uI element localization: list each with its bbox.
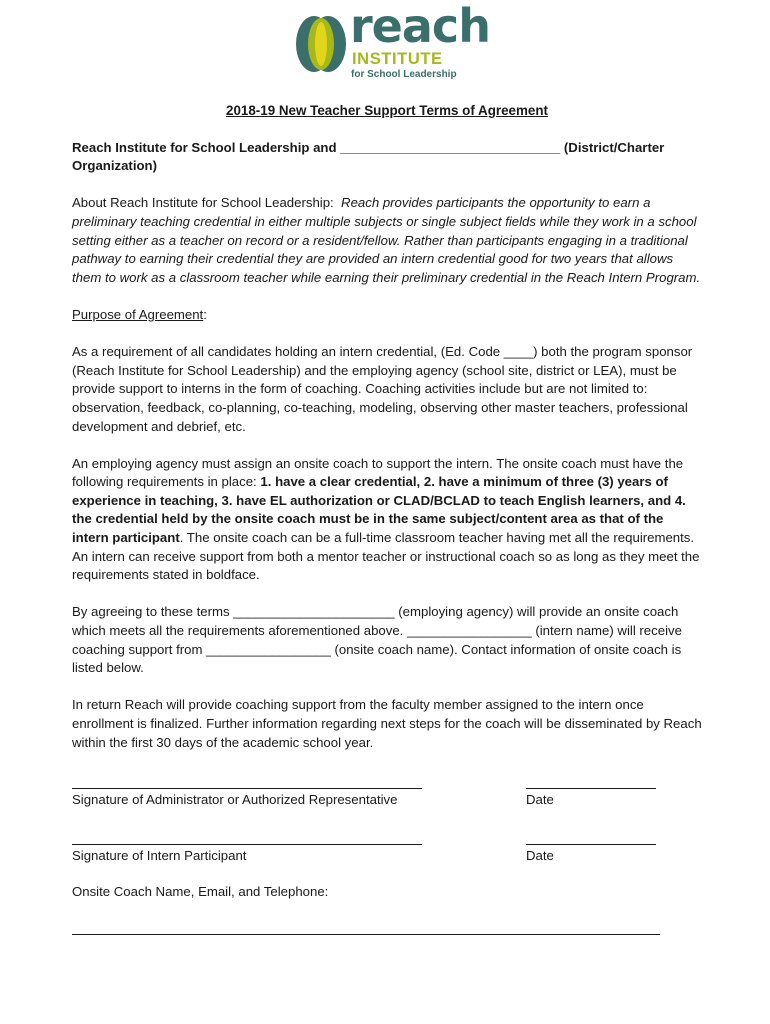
purpose-colon: : bbox=[203, 306, 207, 322]
about-text: Reach provides participants the opportunity to earn a preliminary teaching credential in either multiple subjects or single subject fields while they work in a school setting either as a teacher on record or a resident/fellow. Rather than participants engaging in a traditional pathway to earning their credential they are provided an intern credential good for two years that allows them to work as a classroom teacher while earning their preliminary credential in the Reach Intern Program. bbox=[72, 195, 701, 285]
about-label: About Reach Institute for School Leadership: bbox=[72, 195, 334, 211]
return-paragraph: In return Reach will provide coaching support from the faculty member assigned to the intern once enrollment is finalized. Further information regarding next steps for the coach will be disseminated by Reach within the first 30 days of the academic school year. bbox=[72, 697, 702, 750]
admin-date-line[interactable] bbox=[526, 774, 656, 789]
purpose-heading-paragraph bbox=[72, 306, 702, 325]
admin-date-label: Date bbox=[526, 792, 554, 808]
logo-institute: INSTITUTE bbox=[352, 50, 443, 68]
purpose-heading: Purpose of Agreement bbox=[72, 306, 204, 322]
parties-paragraph bbox=[72, 139, 702, 176]
agreeing-paragraph: By agreeing to these terms ______________________ (employing agency) will provide an onsite coach which meets all the requirements aforementioned above. _________________ (intern name) will receive coaching support from _________________ (onsite coach name). Contact information of onsite coach is listed below. bbox=[72, 604, 682, 676]
leaf-logo-icon bbox=[294, 14, 348, 74]
admin-signature-block bbox=[72, 774, 702, 810]
about-paragraph bbox=[72, 194, 702, 287]
document-body bbox=[72, 102, 702, 935]
reach-institute-logo bbox=[294, 0, 490, 84]
requirements-intro: An employing agency must assign an onsite coach to support the intern. The onsite coach must have the following requirements in place: bbox=[72, 455, 684, 490]
intern-date-line[interactable] bbox=[526, 830, 656, 845]
intern-signature-label: Signature of Intern Participant bbox=[72, 847, 247, 863]
parties-line2: Organization) bbox=[72, 158, 157, 174]
logo-subtitle: for School Leadership bbox=[351, 69, 457, 80]
document-title: 2018-19 New Teacher Support Terms of Agreement bbox=[226, 103, 548, 118]
district-blank[interactable]: ______________________________ bbox=[340, 139, 561, 155]
onsite-coach-label: Onsite Coach Name, Email, and Telephone: bbox=[72, 884, 329, 900]
requirements-outro: . The onsite coach can be a full-time classroom teacher having met all the requirements. An intern can receive support from both a mentor teacher or instructional coach so as long as they meet the requirements stated in boldface. bbox=[72, 530, 700, 583]
purpose-paragraph: As a requirement of all candidates holding an intern credential, (Ed. Code ____) both the program sponsor (Reach Institute for School Leadership) and the employing agency (school site, district or LEA), must be provide support to interns in the form of coaching. Coaching activities include but are not limited to: observation, feedback, co-planning, co-teaching, modeling, observing other master teachers, professional development and debrief, etc. bbox=[72, 344, 693, 434]
logo-wordmark: reach bbox=[350, 0, 490, 53]
intern-date-label: Date bbox=[526, 847, 554, 863]
admin-signature-line[interactable] bbox=[72, 774, 422, 789]
intern-signature-line[interactable] bbox=[72, 830, 422, 845]
admin-signature-label: Signature of Administrator or Authorized Representative bbox=[72, 792, 398, 808]
parties-prefix: Reach Institute for School Leadership and bbox=[72, 139, 337, 155]
requirements-paragraph bbox=[72, 455, 702, 585]
parties-suffix: (District/Charter bbox=[563, 139, 665, 155]
onsite-coach-line[interactable] bbox=[72, 920, 660, 935]
intern-signature-block bbox=[72, 830, 702, 866]
requirements-bold: 1. have a clear credential, 2. have a minimum of three (3) years of experience in teaching, 3. have EL authorization or CLAD/BCLAD to teach English learners, and 4. the credential held by the onsite coach must be in the same subject/content area as that of the intern participant bbox=[72, 474, 686, 546]
